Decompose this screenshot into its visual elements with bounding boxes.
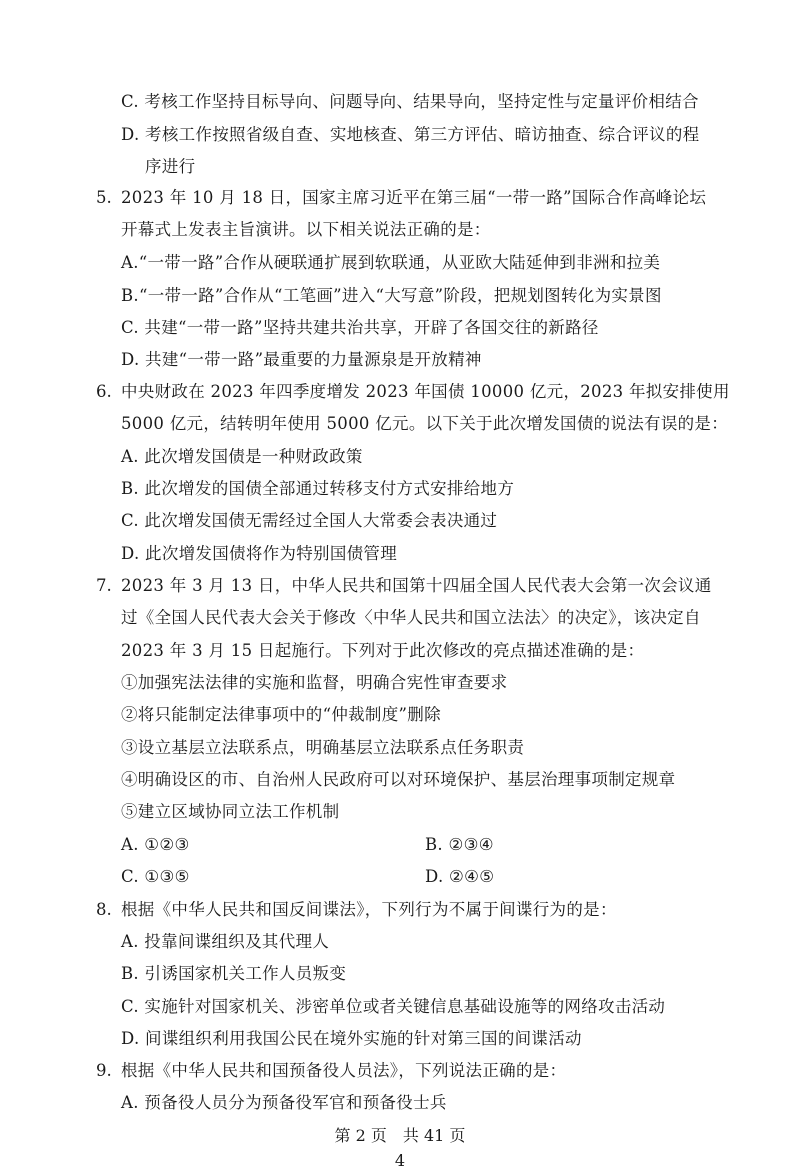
q6-stem-line1: 中央财政在 2023 年四季度增发 2023 年国债 10000 亿元，2023 年拟安排使用 [121,382,730,401]
q6-option-b: B. 此次增发的国债全部通过转移支付方式安排给地方 [121,479,515,498]
q9-option-a: A. 预备役人员分为预备役军官和预备役士兵 [121,1093,447,1112]
q8-option-b: B. 引诱国家机关工作人员叛变 [121,964,347,983]
page-number: 4 [394,1151,406,1170]
q8-option-c: C. 实施针对国家机关、涉密单位或者关键信息基础设施等的网络攻击活动 [121,997,666,1016]
q8-stem: 根据《中华人民共和国反间谍法》，下列行为不属于间谍行为的是： [121,900,617,919]
q8-option-a: A. 投靠间谍组织及其代理人 [121,932,330,951]
q5-stem-line1: 2023 年 10 月 18 日，国家主席习近平在第三届“一带一路”国际合作高峰论坛 [121,188,707,207]
q7-option-b: B. ②③④ [425,835,494,854]
q7-item-5: ⑤建立区域协同立法工作机制 [121,802,340,821]
q7-stem-line3: 2023 年 3 月 15 日起施行。下列对于此次修改的亮点描述准确的是： [121,641,645,660]
q7-item-2: ②将只能制定法律事项中的“仲裁制度”删除 [121,705,441,724]
q5-option-a: A.“一带一路”合作从硬联通扩展到软联通，从亚欧大陆延伸到非洲和拉美 [121,253,661,272]
q6-option-a: A. 此次增发国债是一种财政政策 [121,447,363,466]
q4-option-d-line2: 序进行 [145,157,196,176]
q7-item-3: ③设立基层立法联系点，明确基层立法联系点任务职责 [121,738,525,757]
q7-option-d: D. ②④⑤ [425,867,495,886]
q5-option-b: B.“一带一路”合作从“工笔画”进入“大写意”阶段，把规划图转化为实景图 [121,286,662,305]
page-footer-label: 第 2 页 共 41 页 [334,1126,466,1145]
q6-option-d: D. 此次增发国债将作为特别国债管理 [121,544,398,563]
q7-item-1: ①加强宪法法律的实施和监督，明确合宪性审查要求 [121,673,508,692]
q4-option-d-line1: D. 考核工作按照省级自查、实地核查、第三方评估、暗访抽查、综合评议的程 [121,125,700,144]
q5-option-d: D. 共建“一带一路”最重要的力量源泉是开放精神 [121,350,482,369]
q6-option-c: C. 此次增发国债无需经过全国人大常委会表决通过 [121,511,498,530]
q7-option-c: C. ①③⑤ [121,867,190,886]
q7-number: 7. [96,576,112,595]
q5-number: 5. [96,188,112,207]
q6-number: 6. [96,382,112,401]
q9-stem: 根据《中华人民共和国预备役人员法》，下列说法正确的是： [121,1061,567,1080]
q7-stem-line2: 过《全国人民代表大会关于修改〈中华人民共和国立法法〉的决定》，该决定自 [121,608,701,627]
q5-option-c: C. 共建“一带一路”坚持共建共治共享，开辟了各国交往的新路径 [121,318,599,337]
q7-stem-line1: 2023 年 3 月 13 日，中华人民共和国第十四届全国人民代表大会第一次会议通 [121,576,712,595]
q5-stem-line2: 开幕式上发表主旨演讲。以下相关说法正确的是： [121,220,491,239]
q7-item-4: ④明确设区的市、自治州人民政府可以对环境保护、基层治理事项制定规章 [121,770,676,789]
q4-option-c: C. 考核工作坚持目标导向、问题导向、结果导向，坚持定性与定量评价相结合 [121,92,699,111]
q7-option-a: A. ①②③ [121,835,190,854]
q8-option-d: D. 间谍组织利用我国公民在境外实施的针对第三国的间谍活动 [121,1029,582,1048]
q9-number: 9. [96,1061,112,1080]
q6-stem-line2: 5000 亿元，结转明年使用 5000 亿元。以下关于此次增发国债的说法有误的是： [121,414,729,433]
q8-number: 8. [96,900,112,919]
